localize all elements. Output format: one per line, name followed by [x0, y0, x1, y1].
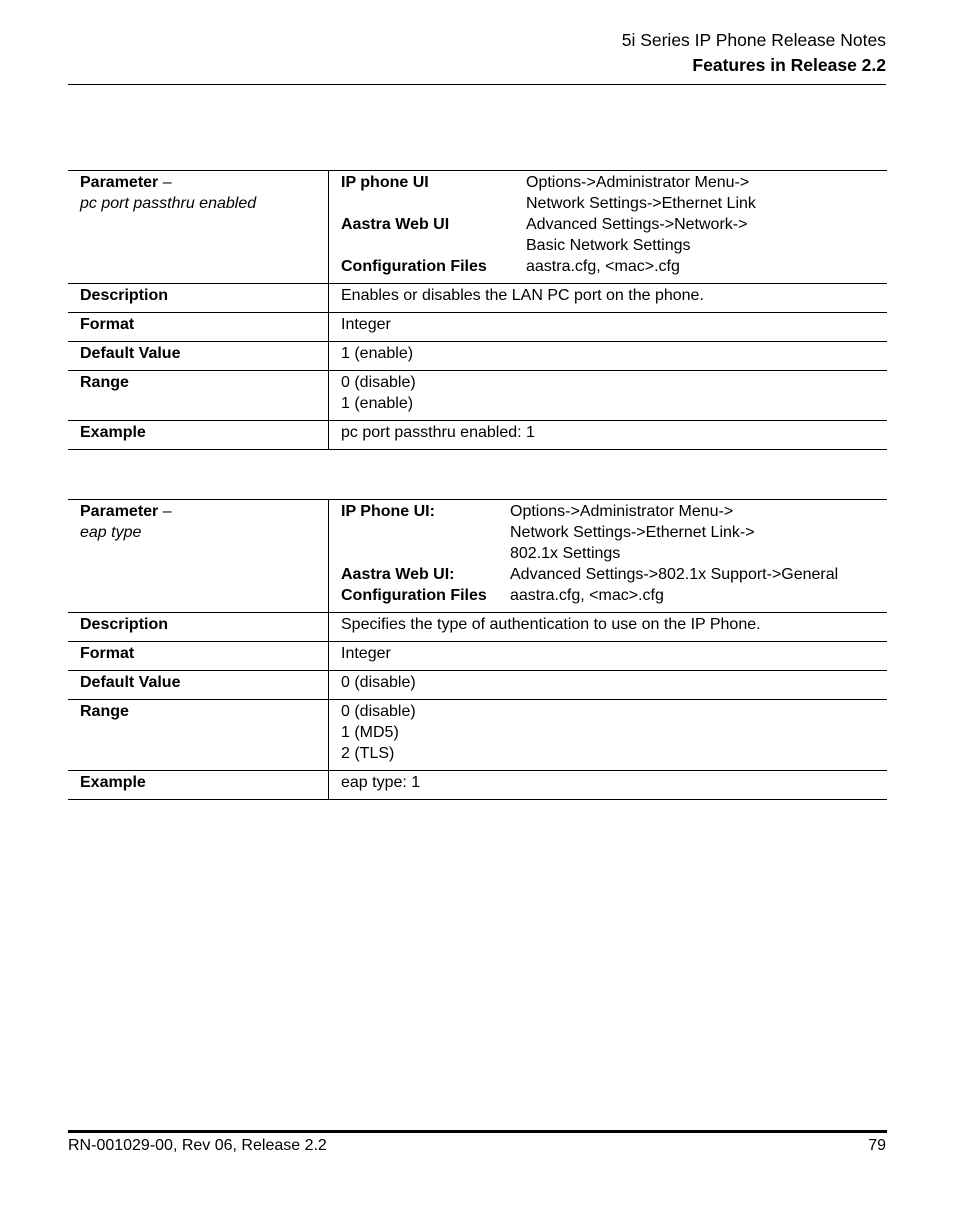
parameter-dash: – — [158, 174, 172, 191]
doc-title: 5i Series IP Phone Release Notes — [621, 30, 886, 50]
row-label: Example — [68, 771, 329, 800]
locations-grid — [341, 501, 875, 606]
row-value-line: 0 (disable) — [341, 374, 416, 391]
location-line: Options->Administrator Menu-> — [510, 503, 734, 520]
parameter-cell — [68, 171, 329, 284]
parameter-label: Parameter — [80, 503, 159, 520]
location-line: aastra.cfg, <mac>.cfg — [526, 258, 680, 275]
row-description — [68, 613, 887, 642]
parameter-dash: – — [158, 503, 172, 520]
row-label: Default Value — [68, 671, 329, 700]
location-line: Advanced Settings->Network-> — [526, 216, 748, 233]
row-description — [68, 284, 887, 313]
parameter-name: pc port passthru enabled — [80, 195, 257, 212]
row-value-line: pc port passthru enabled: 1 — [341, 424, 535, 441]
row-value-line: Enables or disables the LAN PC port on the phone. — [341, 287, 704, 304]
footer-divider — [68, 1130, 887, 1133]
location-value-ip-phone-ui — [526, 172, 875, 214]
row-value-line: 1 (MD5) — [341, 724, 399, 741]
row-value-line: 1 (enable) — [341, 395, 414, 412]
row-label: Format — [68, 313, 329, 342]
location-line: aastra.cfg, <mac>.cfg — [510, 587, 664, 604]
row-value-line: eap type: 1 — [341, 774, 421, 791]
row-value — [329, 642, 888, 671]
row-value — [329, 284, 888, 313]
row-value — [329, 671, 888, 700]
row-label: Default Value — [68, 342, 329, 371]
row-value-line: Integer — [341, 316, 391, 333]
row-label: Format — [68, 642, 329, 671]
row-format — [68, 313, 887, 342]
row-default-value — [68, 342, 887, 371]
row-range — [68, 700, 887, 771]
row-value-line: 0 (disable) — [341, 703, 416, 720]
parameter-locations-cell — [329, 500, 888, 613]
location-line: Basic Network Settings — [526, 237, 691, 254]
parameter-row — [68, 500, 887, 613]
row-value-line: 2 (TLS) — [341, 745, 395, 762]
parameter-name: eap type — [80, 524, 142, 541]
location-key-configuration-files: Configuration Files — [341, 587, 487, 604]
row-example — [68, 771, 887, 800]
row-range — [68, 371, 887, 421]
header-divider — [68, 84, 886, 85]
row-value-line: 1 (enable) — [341, 345, 414, 362]
row-value — [329, 613, 888, 642]
location-key-configuration-files: Configuration Files — [341, 258, 487, 275]
location-key-aastra-web-ui: Aastra Web UI: — [341, 566, 455, 583]
page-number: 79 — [868, 1137, 886, 1154]
row-value-line: 0 (disable) — [341, 674, 416, 691]
row-label: Range — [68, 371, 329, 421]
row-value — [329, 771, 888, 800]
page-header — [68, 28, 886, 78]
location-key-ip-phone-ui: IP Phone UI: — [341, 503, 435, 520]
row-label: Description — [68, 613, 329, 642]
location-value-configuration-files — [510, 585, 875, 606]
row-value-line: Specifies the type of authentication to use on the IP Phone. — [341, 616, 761, 633]
row-label: Example — [68, 421, 329, 450]
location-value-ip-phone-ui — [510, 501, 875, 564]
parameter-cell — [68, 500, 329, 613]
location-value-aastra-web-ui — [510, 564, 875, 585]
location-line: Network Settings->Ethernet Link-> — [510, 524, 755, 541]
row-default-value — [68, 671, 887, 700]
location-line: Options->Administrator Menu-> — [526, 174, 750, 191]
location-line: Advanced Settings->802.1x Support->General — [510, 566, 839, 583]
location-value-aastra-web-ui — [526, 214, 875, 256]
row-value — [329, 342, 888, 371]
row-label: Description — [68, 284, 329, 313]
row-label: Range — [68, 700, 329, 771]
location-key-aastra-web-ui: Aastra Web UI — [341, 216, 450, 233]
row-format — [68, 642, 887, 671]
parameter-row — [68, 171, 887, 284]
parameter-table-pc-port-passthru — [68, 170, 887, 450]
row-value — [329, 421, 888, 450]
location-key-ip-phone-ui: IP phone UI — [341, 174, 429, 191]
parameter-label: Parameter — [80, 174, 159, 191]
row-value — [329, 700, 888, 771]
parameter-table-eap-type — [68, 499, 887, 800]
row-value — [329, 313, 888, 342]
page-footer — [68, 1134, 886, 1158]
parameter-locations-cell — [329, 171, 888, 284]
doc-subtitle: Features in Release 2.2 — [692, 55, 886, 75]
location-value-configuration-files — [526, 256, 875, 277]
doc-id: RN-001029-00, Rev 06, Release 2.2 — [68, 1137, 327, 1154]
row-example — [68, 421, 887, 450]
location-line: 802.1x Settings — [510, 545, 621, 562]
row-value-line: Integer — [341, 645, 391, 662]
row-value — [329, 371, 888, 421]
locations-grid — [341, 172, 875, 277]
location-line: Network Settings->Ethernet Link — [526, 195, 756, 212]
